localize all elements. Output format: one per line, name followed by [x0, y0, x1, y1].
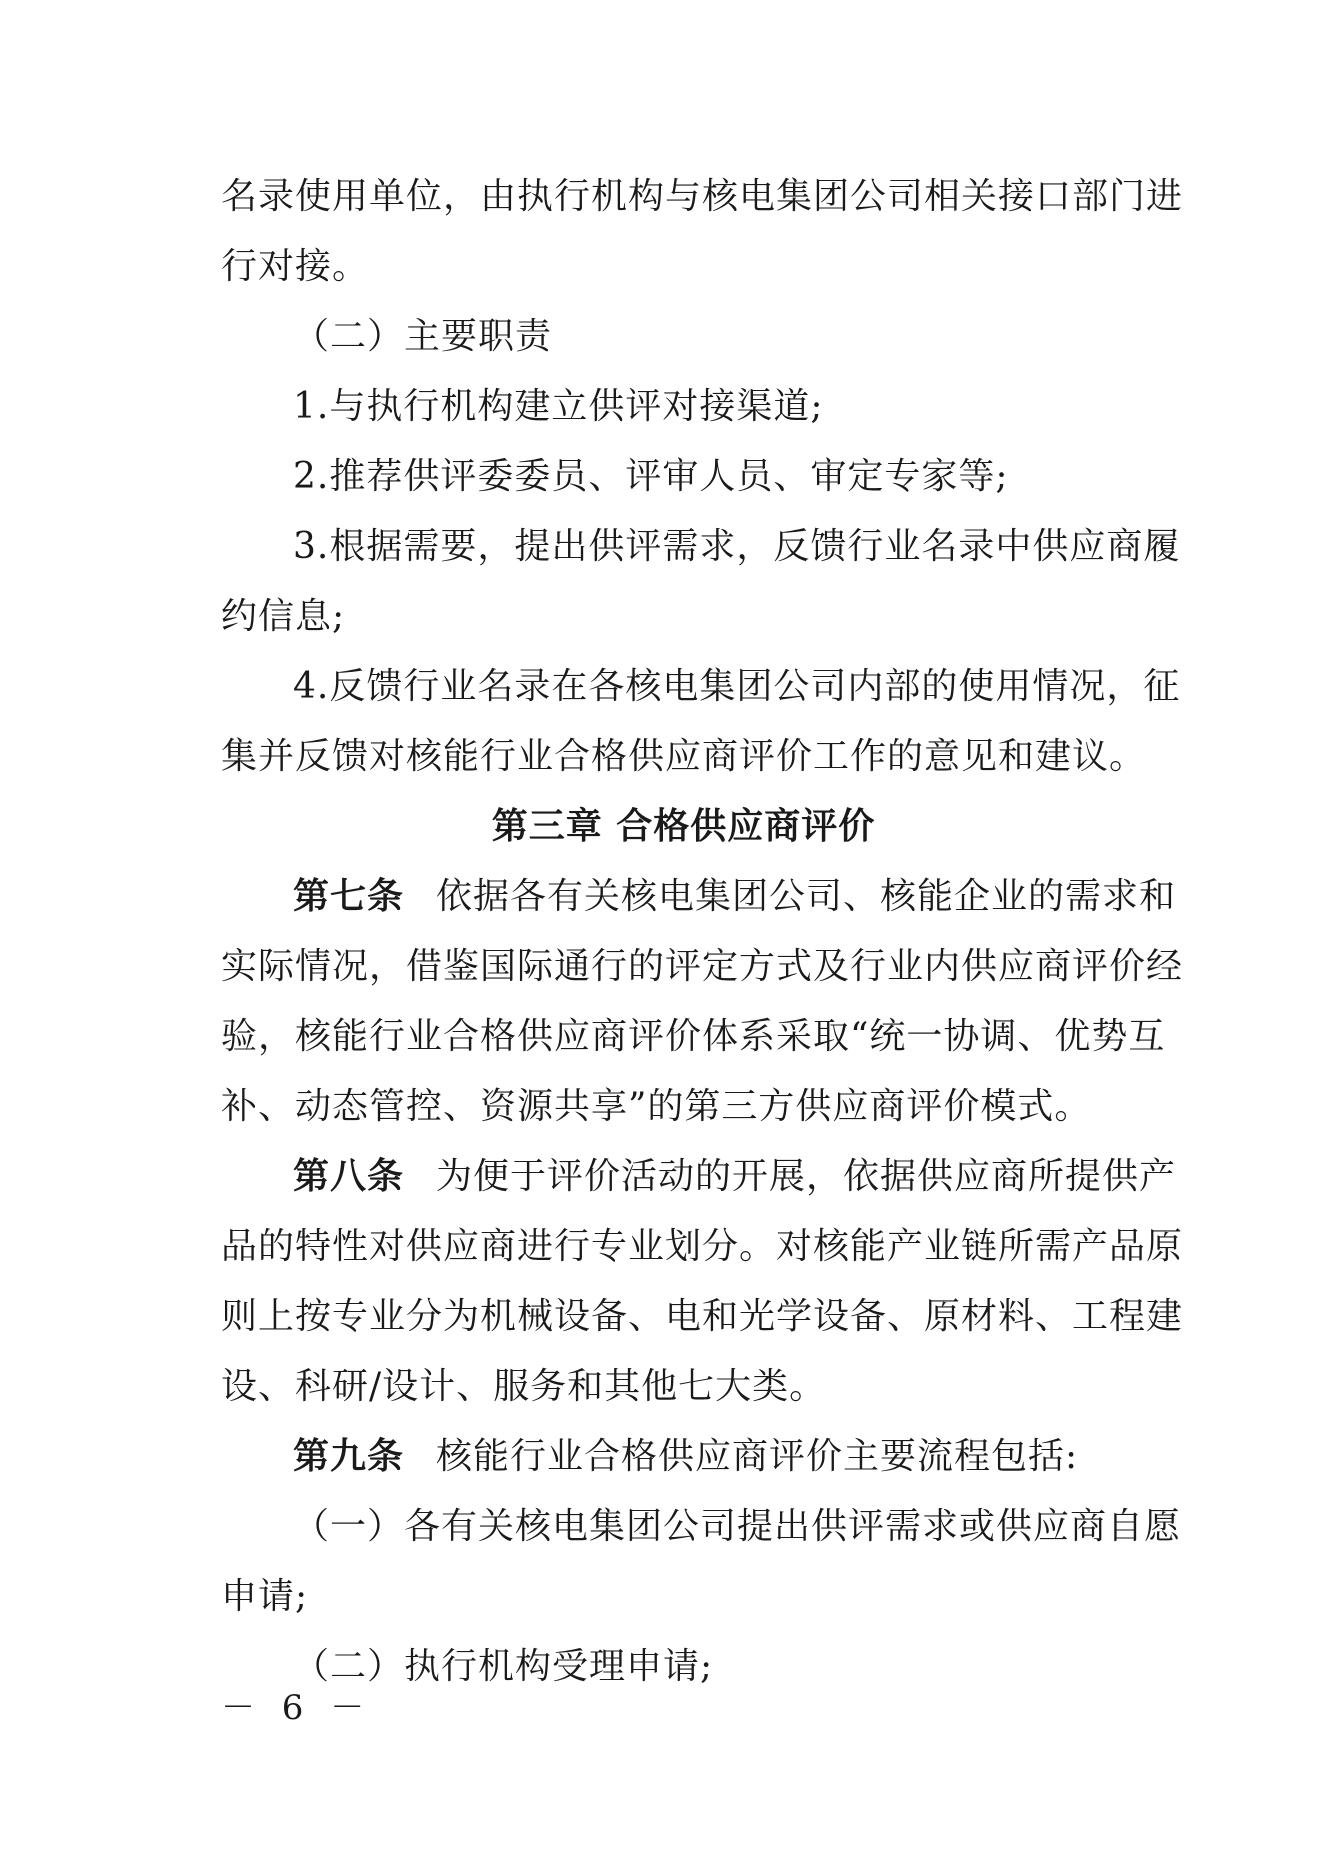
article-9-line: [221, 1422, 1146, 1492]
section-subheading: （二）主要职责: [293, 316, 553, 357]
list-item: （一）各有关核电集团公司提出供评需求或供应商自愿: [293, 1506, 1182, 1547]
article-8-line: [221, 1142, 1177, 1212]
article-7-line: 补、动态管控、资源共享”的第三方供应商评价模式。: [221, 1086, 1092, 1127]
list-item: 4.反馈行业名录在各核电集团公司内部的使用情况，征: [293, 666, 1181, 707]
article-7-text: 依据各有关核电集团公司、核能企业的需求和: [436, 876, 1177, 917]
list-item: 1.与执行机构建立供评对接渠道;: [293, 386, 824, 427]
list-item: 3.根据需要，提出供评需求，反馈行业名录中供应商履: [293, 526, 1181, 567]
paragraph-line: 行对接。: [221, 246, 370, 287]
article-8-line: 品的特性对供应商进行专业划分。对核能产业链所需产品原: [221, 1226, 1184, 1267]
article-9-text: 核能行业合格供应商评价主要流程包括:: [436, 1436, 1079, 1477]
article-7-line: [221, 862, 1177, 932]
article-7-line: 实际情况，借鉴国际通行的评定方式及行业内供应商评价经: [221, 946, 1184, 987]
document-page: [221, 162, 1184, 1702]
list-item: 2.推荐供评委委员、评审人员、审定专家等;: [293, 456, 1009, 497]
chapter-heading: 第三章 合格供应商评价: [491, 806, 876, 847]
list-item-continuation: 集并反馈对核能行业合格供应商评价工作的意见和建议。: [221, 736, 1147, 777]
page-number: － 6 －: [221, 1688, 373, 1728]
article-8-label: 第八条: [293, 1156, 405, 1197]
list-item-continuation: 申请;: [221, 1576, 309, 1617]
list-item: （二）执行机构受理申请;: [293, 1646, 714, 1687]
article-7-line: 验，核能行业合格供应商评价体系采取“统一协调、优势互: [221, 1016, 1166, 1057]
article-8-line: 则上按专业分为机械设备、电和光学设备、原材料、工程建: [221, 1296, 1184, 1337]
article-9-label: 第九条: [293, 1436, 405, 1477]
article-8-text: 为便于评价活动的开展，依据供应商所提供产: [436, 1156, 1177, 1197]
article-8-line: 设、科研/设计、服务和其他七大类。: [221, 1366, 827, 1407]
article-7-label: 第七条: [293, 876, 405, 917]
paragraph-line: 名录使用单位，由执行机构与核电集团公司相关接口部门进: [221, 176, 1184, 217]
list-item-continuation: 约信息;: [221, 596, 346, 637]
